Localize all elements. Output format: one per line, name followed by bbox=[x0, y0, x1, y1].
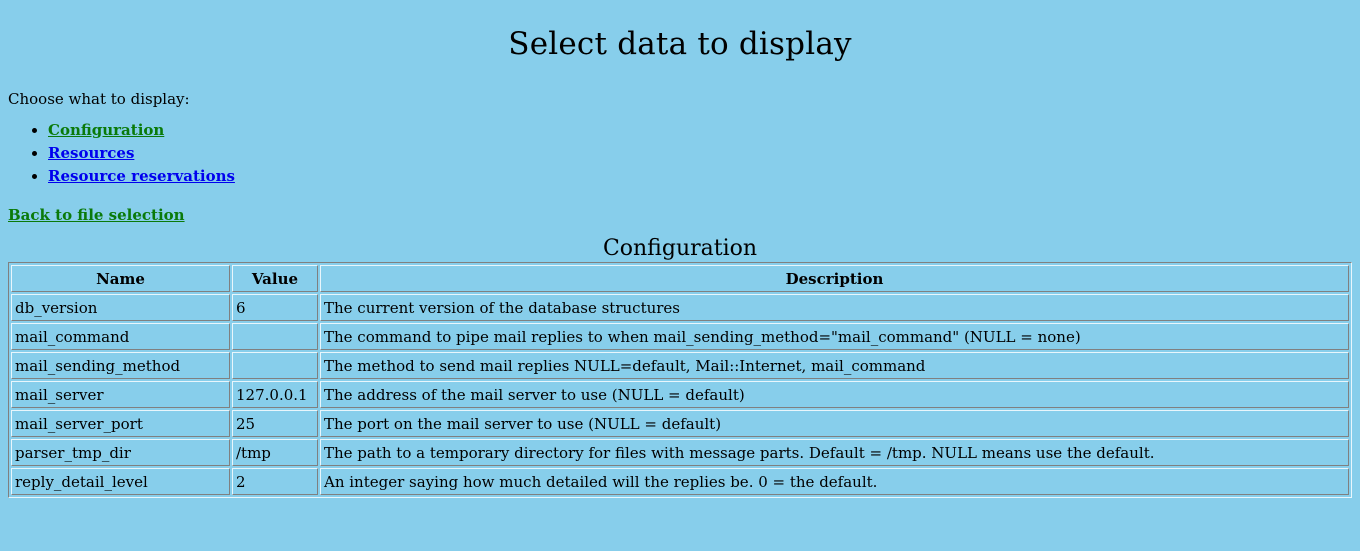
cell-value: 25 bbox=[232, 410, 318, 437]
table-row bbox=[11, 439, 1349, 466]
cell-description: The command to pipe mail replies to when mail_sending_method="mail_command" (NULL = none) bbox=[320, 323, 1349, 350]
cell-name: parser_tmp_dir bbox=[11, 439, 230, 466]
configuration-link[interactable]: Configuration bbox=[48, 121, 165, 139]
table-row bbox=[11, 323, 1349, 350]
resource-reservations-link[interactable]: Resource reservations bbox=[48, 167, 235, 185]
cell-value bbox=[232, 352, 318, 379]
cell-value: /tmp bbox=[232, 439, 318, 466]
cell-value: 6 bbox=[232, 294, 318, 321]
cell-name: reply_detail_level bbox=[11, 468, 230, 495]
cell-value: 127.0.0.1 bbox=[232, 381, 318, 408]
cell-description: The port on the mail server to use (NULL = default) bbox=[320, 410, 1349, 437]
cell-description: The method to send mail replies NULL=default, Mail::Internet, mail_command bbox=[320, 352, 1349, 379]
column-header-name: Name bbox=[11, 265, 230, 292]
table-row bbox=[11, 381, 1349, 408]
column-header-value: Value bbox=[232, 265, 318, 292]
cell-name: db_version bbox=[11, 294, 230, 321]
back-to-file-selection-link[interactable]: Back to file selection bbox=[8, 206, 185, 224]
cell-value bbox=[232, 323, 318, 350]
list-item bbox=[48, 142, 1352, 165]
intro-text: Choose what to display: bbox=[8, 90, 190, 108]
cell-description: The current version of the database structures bbox=[320, 294, 1349, 321]
resources-link[interactable]: Resources bbox=[48, 144, 135, 162]
table-row bbox=[11, 410, 1349, 437]
list-item bbox=[48, 165, 1352, 188]
table-header-row bbox=[11, 265, 1349, 292]
cell-value: 2 bbox=[232, 468, 318, 495]
column-header-description: Description bbox=[320, 265, 1349, 292]
cell-name: mail_server bbox=[11, 381, 230, 408]
display-options-list bbox=[8, 119, 1352, 188]
list-item bbox=[48, 119, 1352, 142]
section-title: Configuration bbox=[602, 236, 758, 261]
back-container bbox=[8, 204, 1352, 226]
cell-name: mail_server_port bbox=[11, 410, 230, 437]
table-row bbox=[11, 352, 1349, 379]
page-title: Select data to display bbox=[508, 26, 852, 62]
cell-name: mail_sending_method bbox=[11, 352, 230, 379]
cell-description: An integer saying how much detailed will the replies be. 0 = the default. bbox=[320, 468, 1349, 495]
table-row bbox=[11, 468, 1349, 495]
table-row bbox=[11, 294, 1349, 321]
cell-name: mail_command bbox=[11, 323, 230, 350]
cell-description: The path to a temporary directory for files with message parts. Default = /tmp. NULL means use the default. bbox=[320, 439, 1349, 466]
cell-description: The address of the mail server to use (NULL = default) bbox=[320, 381, 1349, 408]
configuration-table bbox=[8, 262, 1352, 498]
